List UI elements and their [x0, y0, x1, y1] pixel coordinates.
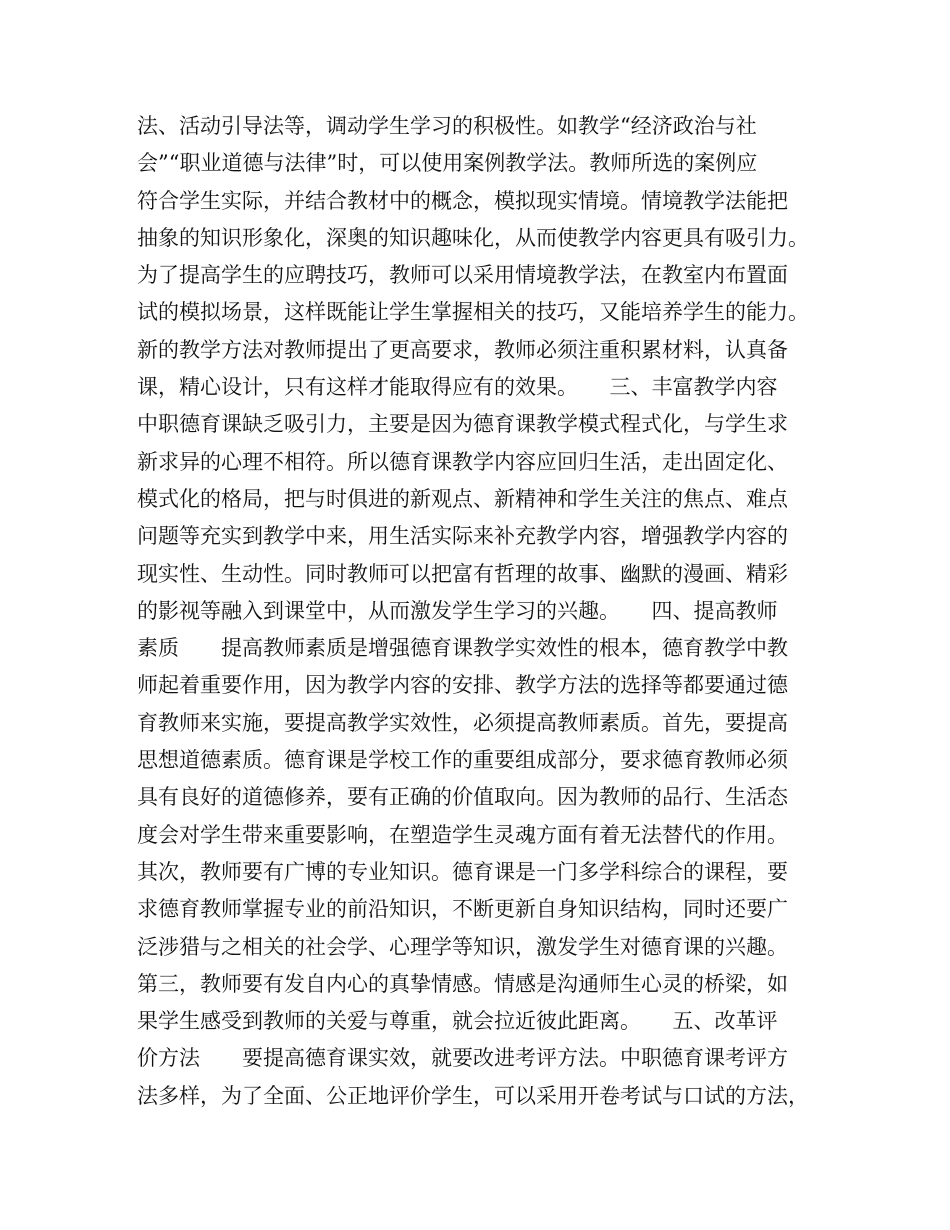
text-line: 为了提高学生的应聘技巧，教师可以采用情境教学法，在教室内布置面	[137, 263, 788, 288]
text-line: 中职德育课缺乏吸引力，主要是因为德育课教学模式程式化，与学生求	[137, 412, 788, 437]
text-line: 法多样，为了全面、公正地评价学生，可以采用开卷考试与口试的方法，	[137, 1083, 809, 1108]
text-line: 抽象的知识形象化，深奥的知识趣味化，从而使教学内容更具有吸引力。	[137, 225, 809, 250]
text-line: 果学生感受到教师的关爱与尊重，就会拉近彼此距离。 五、改革评	[137, 1009, 778, 1034]
text-line: 会”“职业道德与法律”时，可以使用案例教学法。教师所选的案例应	[137, 151, 758, 176]
text-line: 素质 提高教师素质是增强德育课教学实效性的根本，德育教学中教	[137, 636, 788, 661]
text-line: 模式化的格局，把与时俱进的新观点、新精神和学生关注的焦点、难点	[137, 486, 788, 511]
text-line: 师起着重要作用，因为教学内容的安排、教学方法的选择等都要通过德	[137, 673, 788, 698]
text-line: 的影视等融入到课堂中，从而激发学生学习的兴趣。 四、提高教师	[137, 598, 778, 623]
text-line: 符合学生实际，并结合教材中的概念，模拟现实情境。情境教学法能把	[137, 188, 788, 213]
text-line: 价方法 要提高德育课实效，就要改进考评方法。中职德育课考评方	[137, 1046, 788, 1071]
text-line: 新的教学方法对教师提出了更高要求，教师必须注重积累材料，认真备	[137, 337, 788, 362]
text-line: 泛涉猎与之相关的社会学、心理学等知识，激发学生对德育课的兴趣。	[137, 934, 788, 959]
text-line: 求德育教师掌握专业的前沿知识，不断更新自身知识结构，同时还要广	[137, 897, 788, 922]
text-line: 试的模拟场景，这样既能让学生掌握相关的技巧，又能培养学生的能力。	[137, 300, 809, 325]
text-line: 第三，教师要有发自内心的真挚情感。情感是沟通师生心灵的桥梁，如	[137, 971, 788, 996]
text-line: 育教师来实施，要提高教学实效性，必须提高教师素质。首先，要提高	[137, 710, 788, 735]
text-line: 新求异的心理不相符。所以德育课教学内容应回归生活，走出固定化、	[137, 449, 788, 474]
text-line: 具有良好的道德修养，要有正确的价值取向。因为教师的品行、生活态	[137, 785, 788, 810]
text-line: 现实性、生动性。同时教师可以把富有哲理的故事、幽默的漫画、精彩	[137, 561, 788, 586]
text-line: 课，精心设计，只有这样才能取得应有的效果。 三、丰富教学内容	[137, 375, 778, 400]
text-line: 问题等充实到教学中来，用生活实际来补充教学内容，增强教学内容的	[137, 524, 788, 549]
text-line: 度会对学生带来重要影响，在塑造学生灵魂方面有着无法替代的作用。	[137, 822, 788, 847]
text-line: 其次，教师要有广博的专业知识。德育课是一门多学科综合的课程，要	[137, 859, 788, 884]
body-text	[137, 108, 827, 1115]
text-line: 法、活动引导法等，调动学生学习的积极性。如教学“经济政治与社	[137, 114, 757, 138]
text-line: 思想道德素质。德育课是学校工作的重要组成部分，要求德育教师必须	[137, 748, 788, 773]
